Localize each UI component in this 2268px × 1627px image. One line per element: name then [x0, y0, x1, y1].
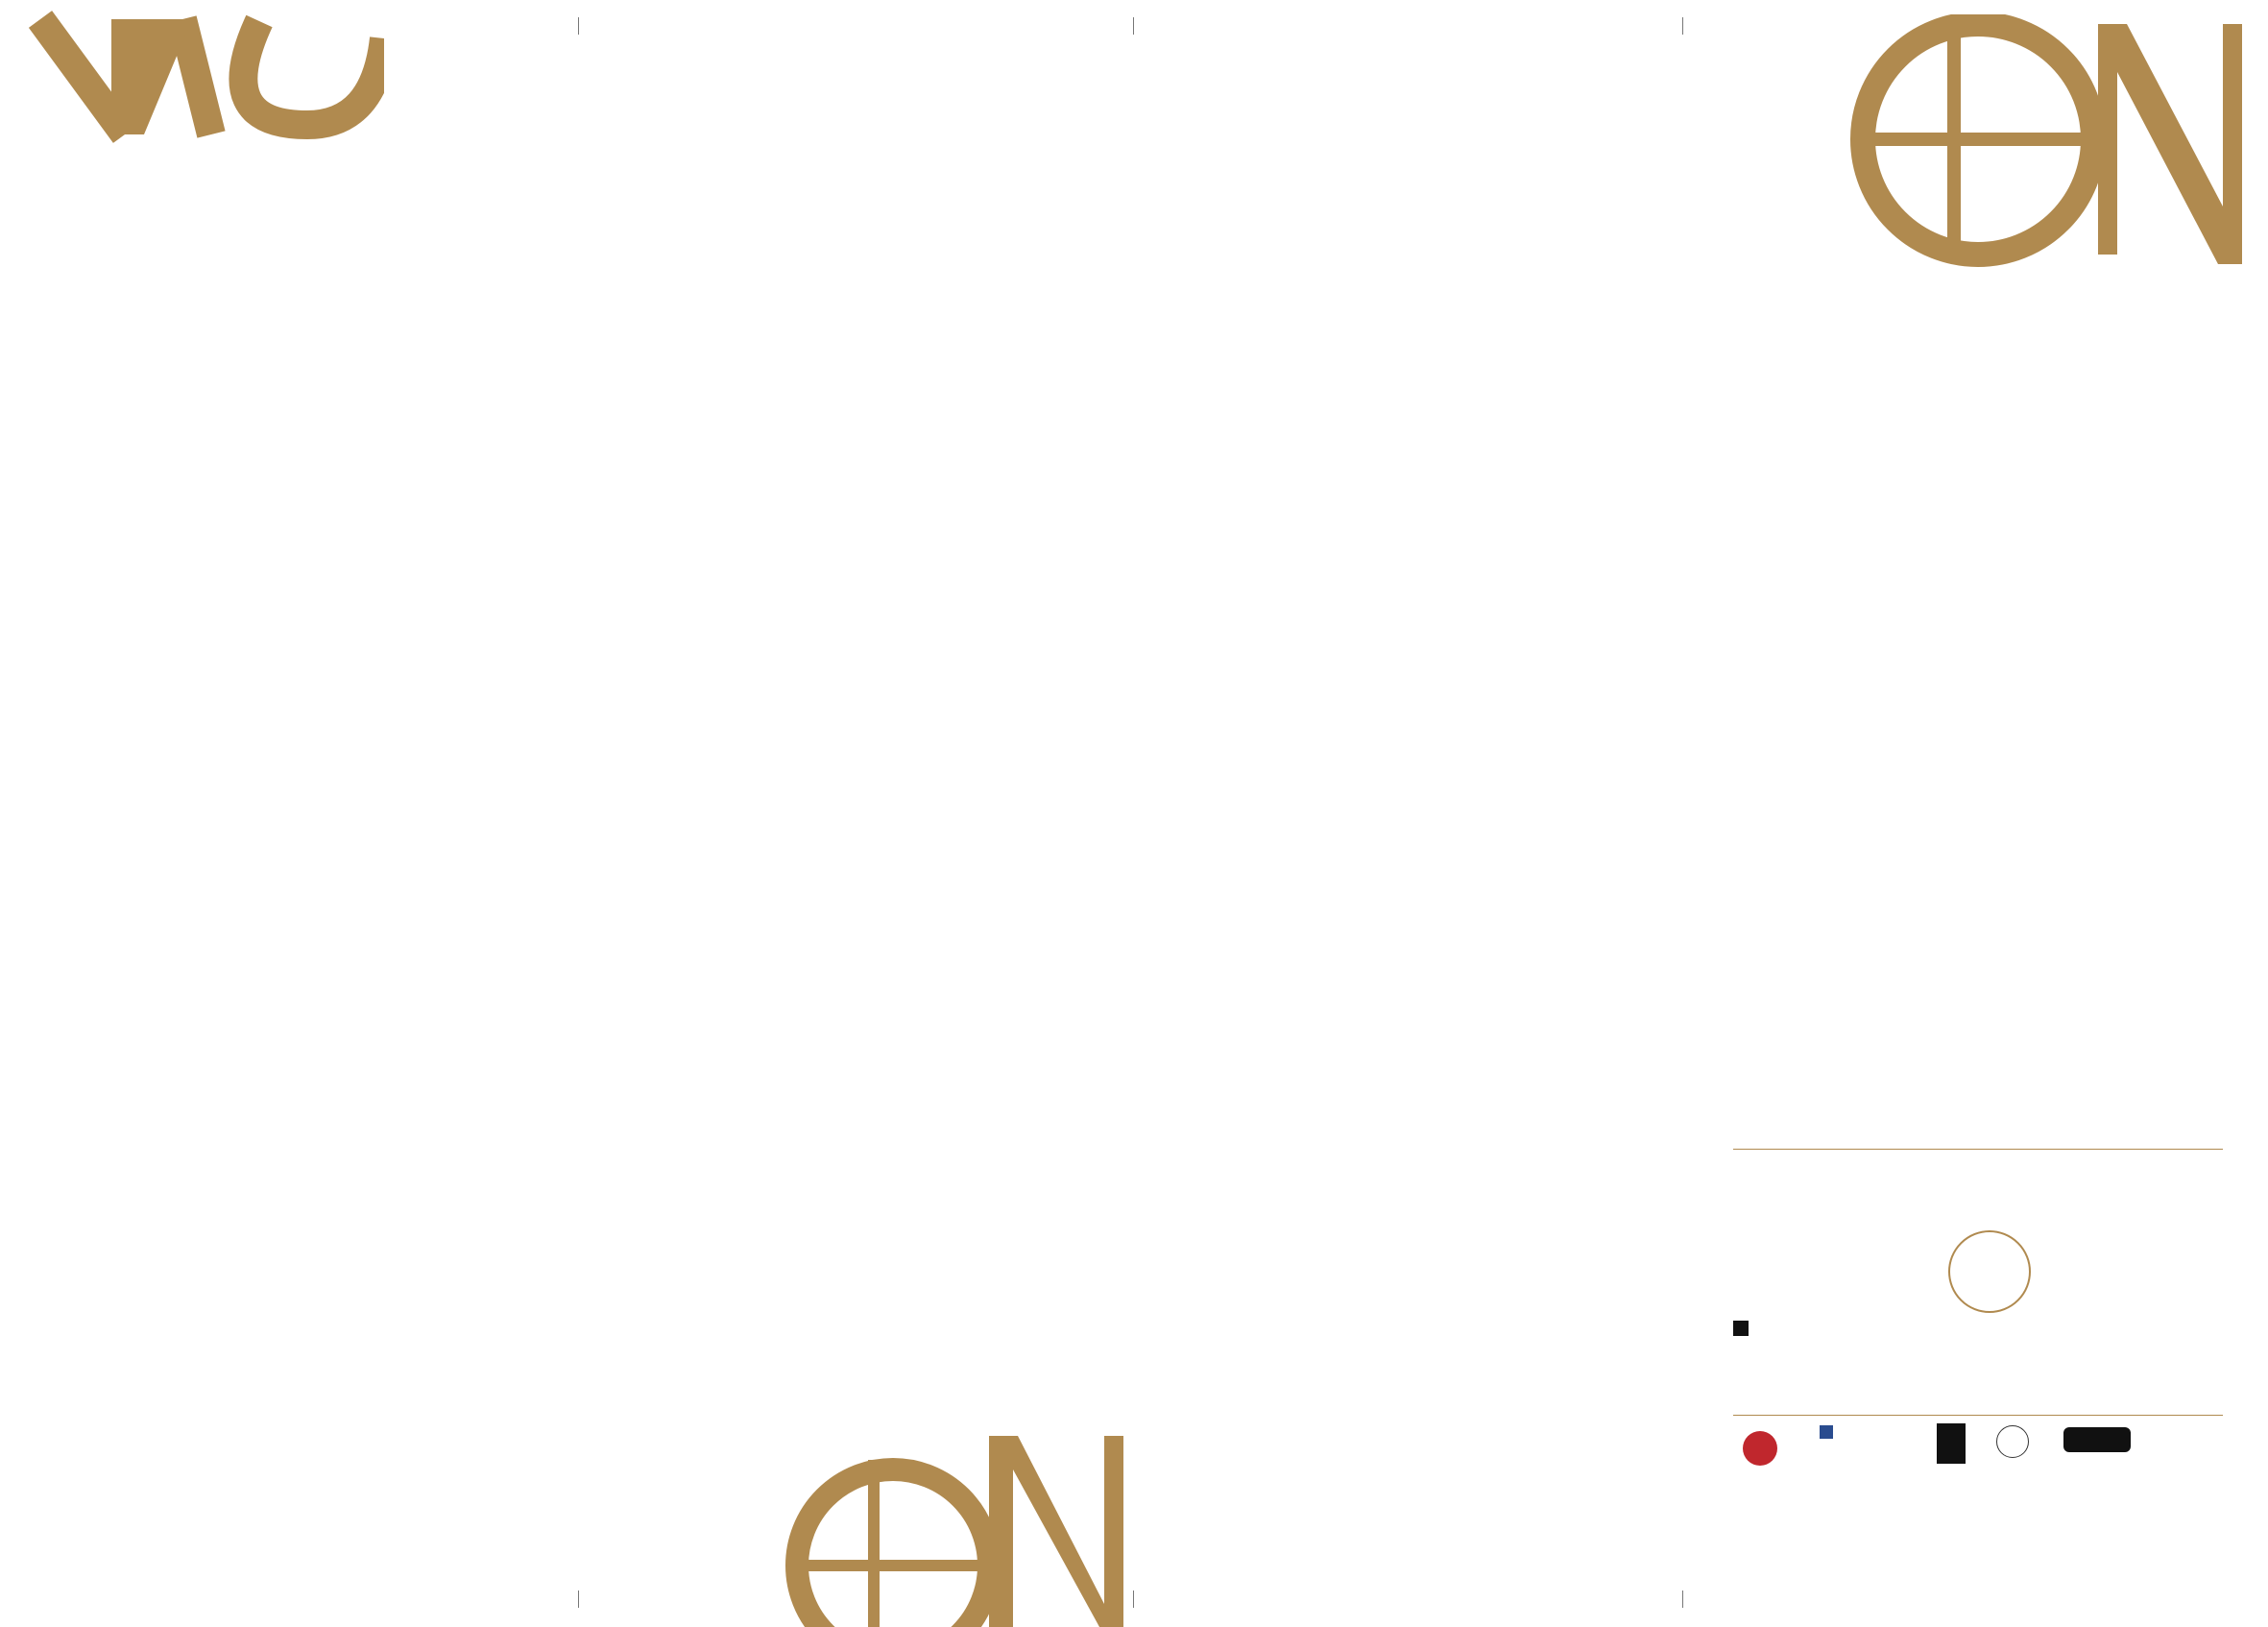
banca-icon [1820, 1425, 1833, 1439]
panel-program-3 [1733, 348, 2213, 384]
fold-mark [1133, 17, 1134, 35]
monogram-top-right [1839, 14, 2252, 269]
fold-mark [1682, 17, 1683, 35]
focchi-icon [1937, 1423, 1966, 1464]
renauto-icon [1996, 1425, 2029, 1458]
malandain-square-icon [1733, 1321, 1749, 1336]
accademie-section [1733, 1143, 2223, 1357]
divider [1733, 1149, 2223, 1150]
fold-mark [578, 1591, 579, 1608]
accademie-logos [1733, 1155, 2223, 1357]
fold-mark [578, 17, 579, 35]
harlequin-icon [1743, 1431, 1777, 1466]
monogram-bottom-center [783, 1421, 1143, 1627]
ferramenta-badge [2063, 1427, 2131, 1452]
fold-mark [1682, 1591, 1683, 1608]
panel-program-1 [643, 156, 1104, 192]
jude-academy-badge [1948, 1230, 2031, 1313]
panel-program-2 [1194, 166, 1665, 205]
sponsor-logos [1733, 1423, 2223, 1519]
monogram-top-left [19, 0, 384, 154]
panel-staff [137, 156, 560, 188]
divider [1733, 1415, 2223, 1416]
sostenitori-section [1733, 1407, 2223, 1519]
